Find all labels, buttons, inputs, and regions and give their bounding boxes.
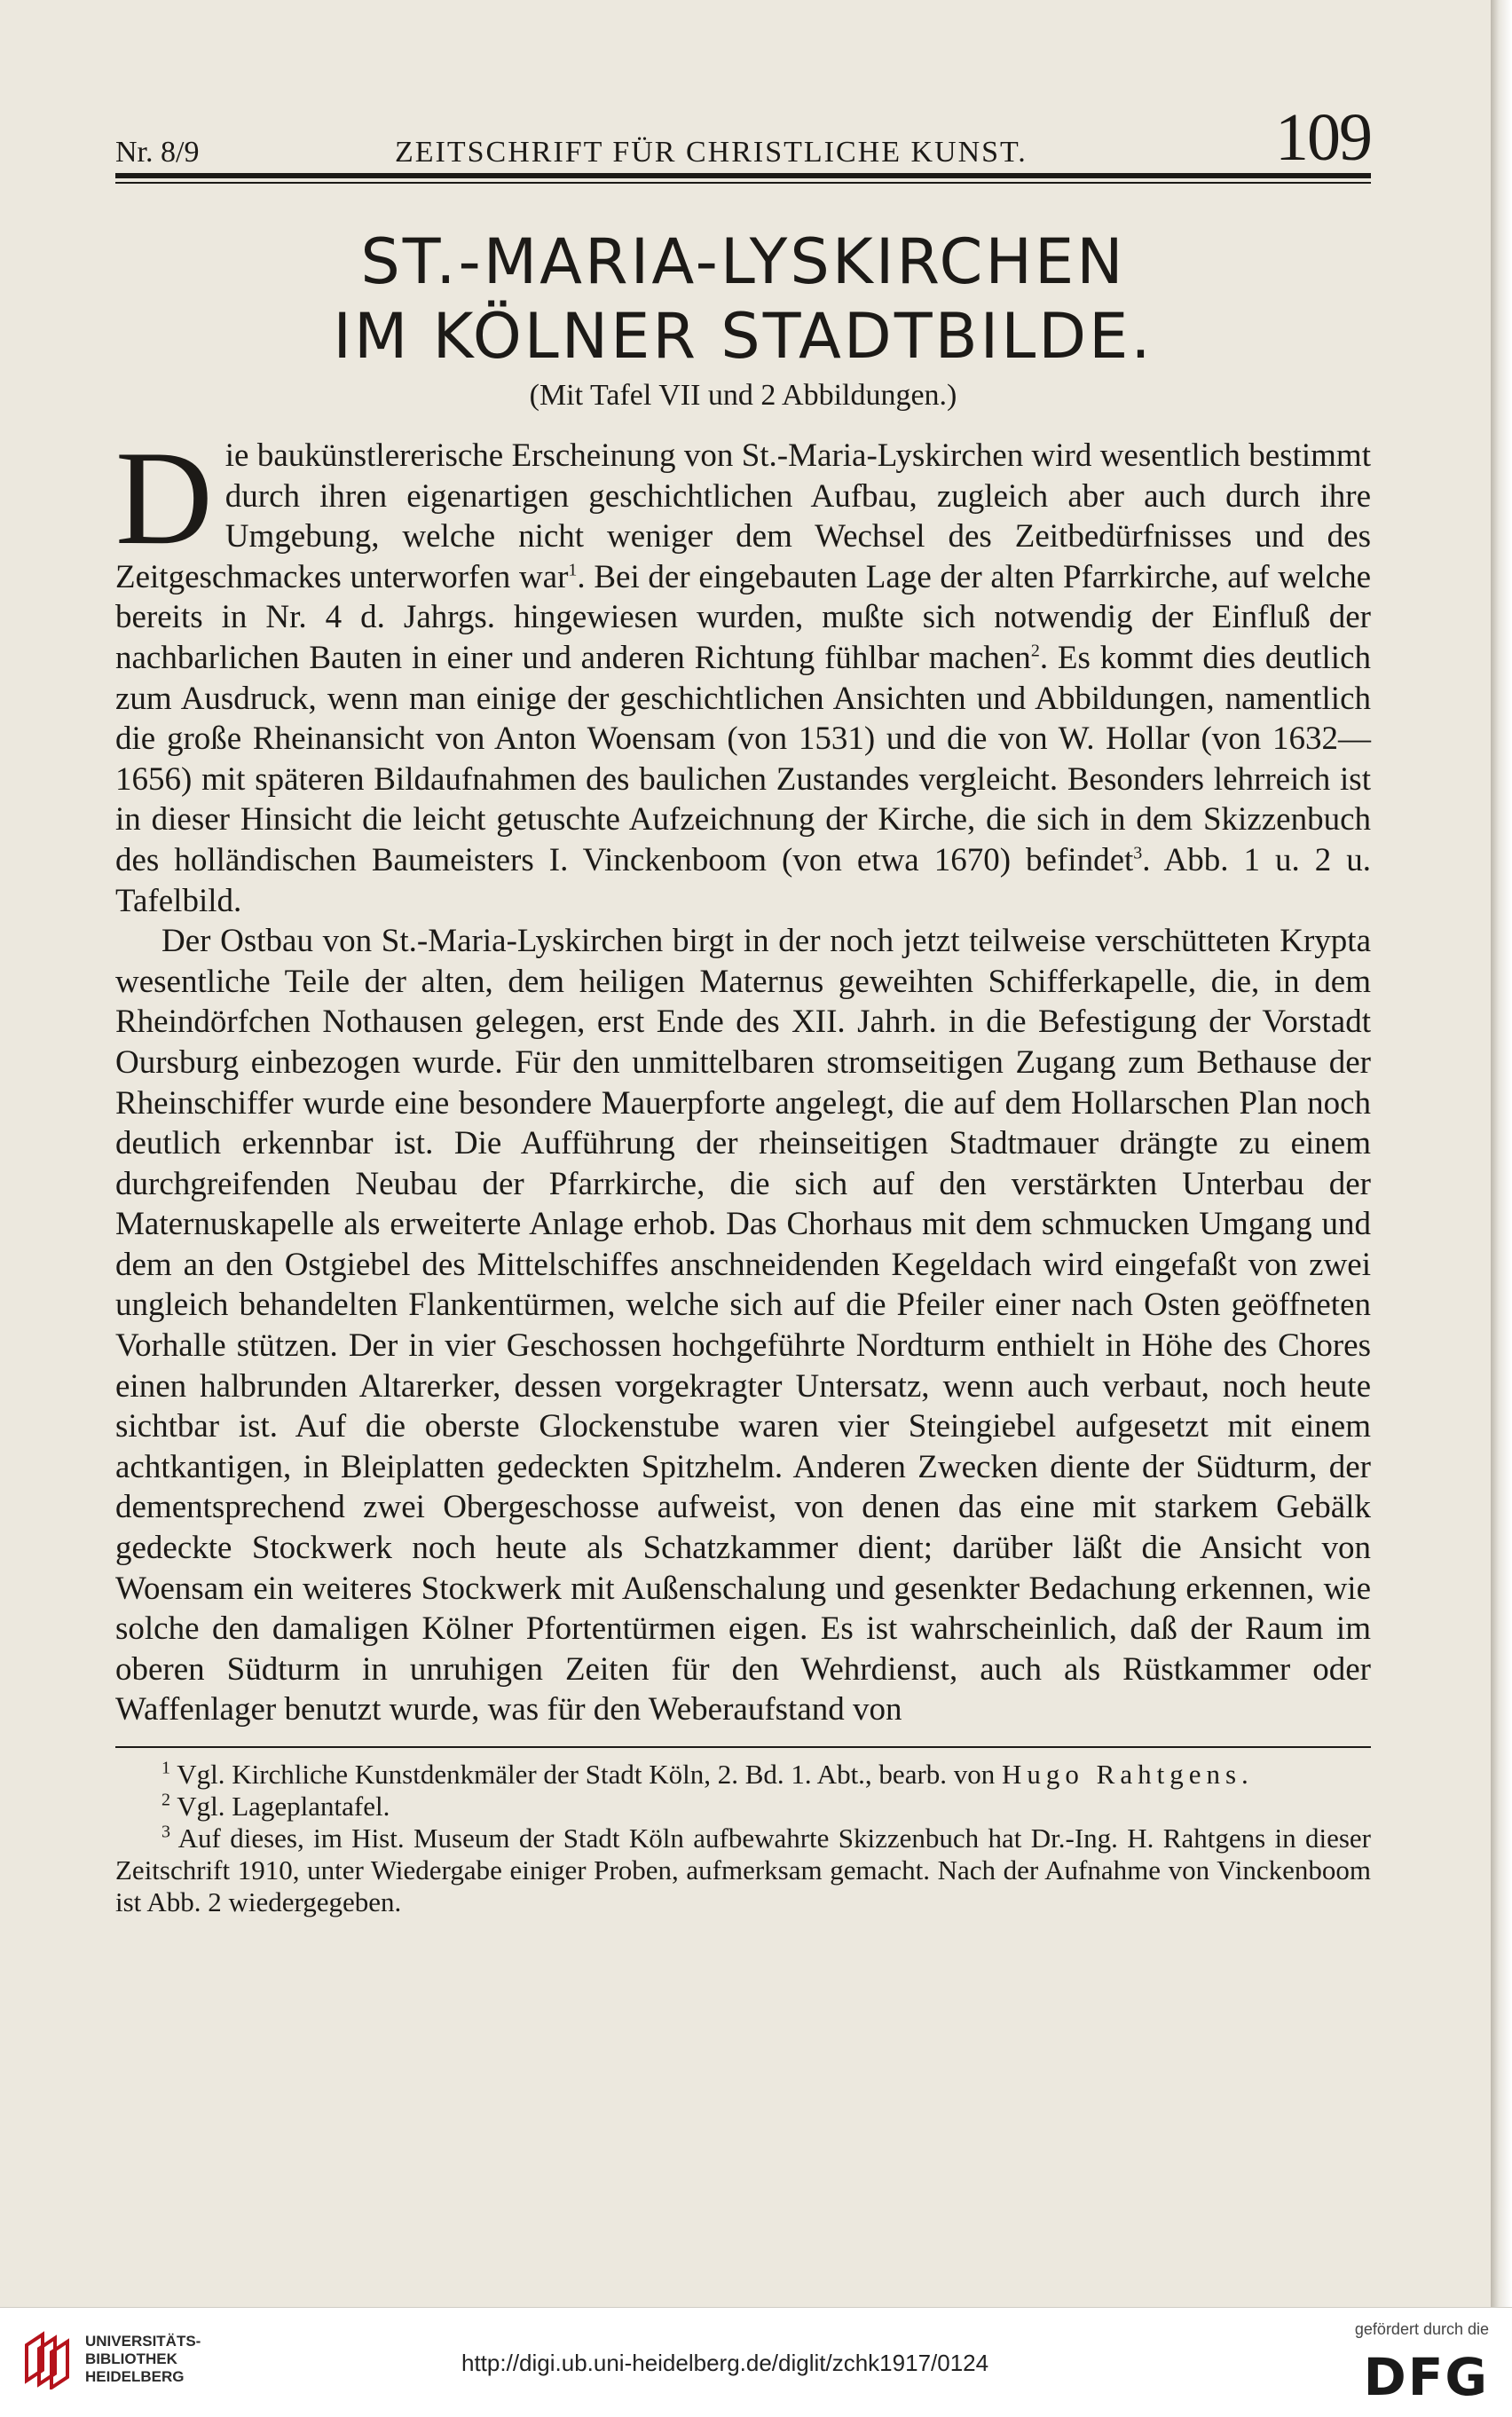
footnote-1-author: Hugo Rahtgens	[1002, 1759, 1242, 1790]
article-title	[115, 224, 1371, 374]
issue-number: Nr. 8/9	[115, 136, 200, 169]
page-number: 109	[1275, 100, 1371, 175]
journal-title: ZEITSCHRIFT FÜR CHRISTLICHE KUNST.	[395, 136, 1028, 169]
paragraph-1-text-d: . Abb. 1 u. 2 u. Tafelbild.	[115, 841, 1371, 919]
footnote-ref-1[interactable]: 1	[568, 560, 578, 580]
article-body	[115, 423, 1372, 1730]
dfg-logo[interactable]: DFG	[1363, 2347, 1489, 2407]
drop-cap: D	[115, 423, 213, 572]
footnote-1-end: .	[1241, 1759, 1248, 1790]
footnote-1	[115, 1759, 1371, 1791]
viewer-footer	[0, 2307, 1512, 2417]
footnote-3-number: 3	[161, 1822, 170, 1842]
footnote-2-number: 2	[161, 1790, 170, 1810]
footnote-divider	[115, 1746, 1371, 1748]
library-name-line-1: UNIVERSITÄTS-	[85, 2333, 201, 2350]
page-edge	[1491, 0, 1512, 2307]
paragraph-1-text: ie baukünstlererische Erscheinung von St.-Maria-Lyskirchen wird wesentlich bestimmt durch ihren eigenartigen geschichtlichen Aufbau, zugleich aber auch durch ihre Umgebung, welche nicht weniger dem Wechsel des Zeitbedürfnisses und des Zeitgeschmackes unterworfen war	[115, 437, 1371, 595]
funding-label: gefördert durch die	[1354, 2320, 1489, 2338]
footnote-1-number: 1	[161, 1758, 170, 1778]
library-name-line-3: HEIDELBERG	[85, 2368, 185, 2385]
paragraph-2: Der Ostbau von St.-Maria-Lyskirchen birgt in der noch jetzt teilweise verschütteten Krypta wesentliche Teile der alten, dem heiligen Maternus geweihten Schifferkapelle, die, in dem Rheindörfchen Nothausen gelegen, erst Ende des XII. Jahrh. in die Befestigung der Vorstadt Oursburg einbezogen wurde. Für den unmittelbaren stromseitigen Zugang zum Bethause der Rheinschiffer wurde eine besondere Mauerpforte angelegt, die auf dem Hollarschen Plan noch deutlich erkennbar ist. Die Aufführung der rheinseitigen Stadtmauer drängte zu einem durchgreifenden Neubau der Pfarrkirche, die sich auf den verstärkten Unterbau der Maternuskapelle als erweiterte Anlage erhob. Das Chorhaus mit dem schmucken Umgang und dem an den Ostgiebel des Mittelschiffes anschneidenden Kegeldach wird eingefaßt von zwei ungleich behandelten Flankentürmen, welche sich auf die Pfeiler einer nach Osten geöffneten Vorhalle stützen. Der in vier Geschossen hochgeführte Nordturm enthielt in Höhe des Chores einen halbrunden Altarerker, dessen vorgekragter Untersatz, wenn auch verbaut, noch heute sichtbar ist. Auf die oberste Glockenstube waren vier Steingiebel aufgesetzt mit einem achtkantigen, in Bleiplatten gedeckten Spitzhelm. Anderen Zwecken diente der Südturm, der dementsprechend zwei Obergeschosse aufweist, von denen das eine mit starkem Gebälk gedeckte Stockwerk noch heute als Schatzkammer dient; darüber läßt die Ansicht von Woensam ein weiteres Stockwerk mit Außenschalung und gesenkter Bedachung erkennen, wie solche den damaligen Kölner Pfortentürmen eigen. Es ist wahrscheinlich, daß der Raum im oberen Südturm in unruhigen Zeiten für den Wehrdienst, auch als Rüstkammer oder Waffenlager benutzt wurde, was für den Weberaufstand von	[115, 923, 1371, 1728]
running-head	[115, 84, 1371, 178]
article-subtitle: (Mit Tafel VII und 2 Abbildungen.)	[529, 379, 957, 412]
permalink-url[interactable]: http://digi.ub.uni-heidelberg.de/diglit/zchk1917/0124	[461, 2350, 989, 2376]
library-logo-icon	[20, 2326, 75, 2389]
library-name-line-2: BIBLIOTHEK	[85, 2350, 177, 2367]
footnote-3-text: Auf dieses, im Hist. Museum der Stadt Köln aufbewahrte Skizzenbuch hat Dr.-Ing. H. Rahtgens in dieser Zeitschrift 1910, unter Wiedergabe einiger Proben, aufmerksam gemacht. Nach der Aufnahme von Vinckenboom ist Abb. 2 wiedergegeben.	[115, 1823, 1371, 1917]
paragraph-1-text-b: . Bei der eingebauten Lage der alten Pfarrkirche, auf welche bereits in Nr. 4 d. Jahrgs. hingewiesen wurden, mußte sich notwendig der Einfluß der nachbarlichen Bauten in einer und anderen Richtung fühlbar machen	[115, 558, 1371, 676]
library-name[interactable]	[85, 2333, 201, 2386]
document-page	[115, 84, 1371, 1918]
footnote-2-text: Vgl. Lageplantafel.	[170, 1791, 390, 1822]
paragraph-1-text-c: . Es kommt dies deutlich zum Ausdruck, wenn man einige der geschichtlichen Ansichten und Abbildungen, namentlich die große Rheinansicht von Anton Woensam (von 1531) und die von W. Hollar (von 1632—1656) mit späteren Bildaufnahmen des baulichen Zustandes vergleicht. Besonders lehrreich ist in dieser Hinsicht die leicht getuschte Aufzeichnung der Kirche, die sich in dem Skizzenbuch des holländischen Baumeisters I. Vinckenboom (von etwa 1670) befindet	[115, 639, 1372, 878]
footnote-ref-3[interactable]: 3	[1133, 843, 1143, 863]
footnote-2	[115, 1791, 1371, 1823]
footnote-ref-2[interactable]: 2	[1030, 641, 1040, 661]
footnote-1-text: Vgl. Kirchliche Kunstdenkmäler der Stadt Köln, 2. Bd. 1. Abt., bearb. von	[170, 1759, 1003, 1790]
footnote-3	[115, 1823, 1371, 1918]
title-line-2: IM KÖLNER STADTBILDE.	[333, 300, 1154, 373]
footnotes	[115, 1759, 1371, 1918]
title-line-1: ST.-MARIA-LYSKIRCHEN	[360, 225, 1126, 298]
paragraph-1	[115, 423, 1372, 921]
